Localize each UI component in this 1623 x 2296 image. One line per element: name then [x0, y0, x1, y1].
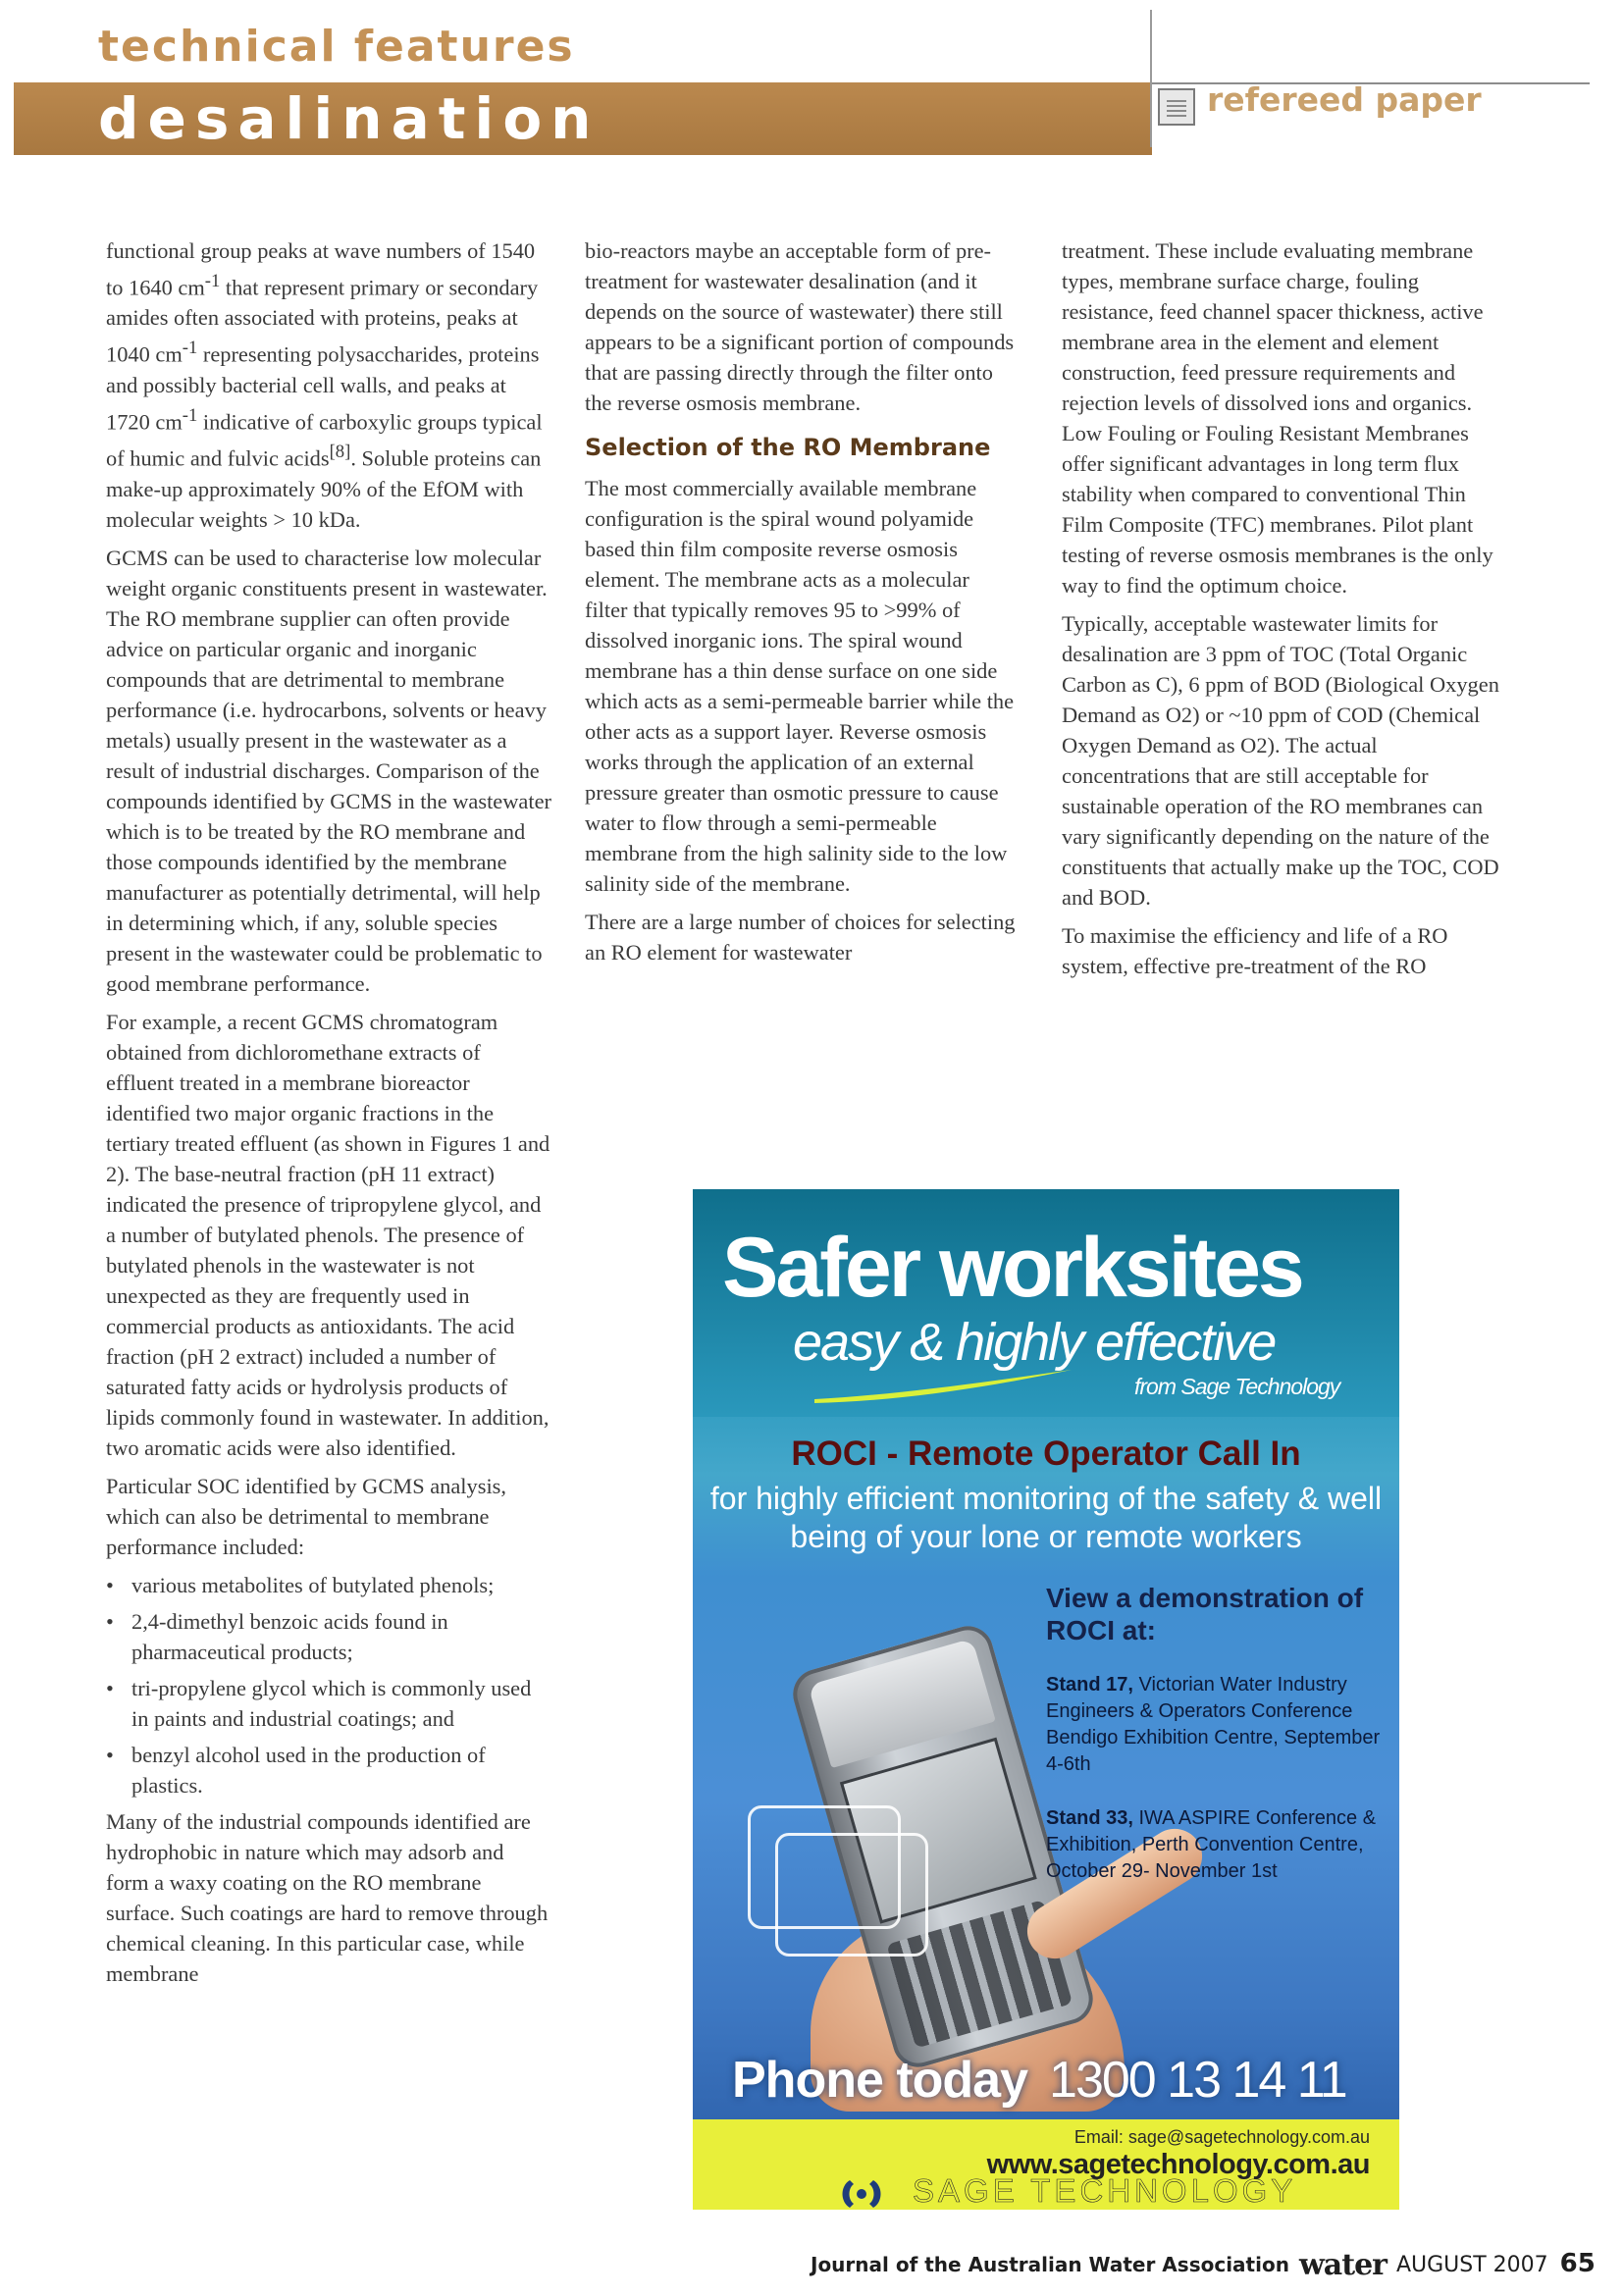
issue-date: AUGUST 2007	[1395, 2253, 1548, 2277]
subheading: Selection of the RO Membrane	[585, 434, 991, 461]
journal-logo: water	[1298, 2248, 1387, 2282]
paragraph: For example, a recent GCMS chromatogram obtained from dichloromethane extracts of effluent treated in a membrane bioreactor identified two major organic fractions in the tertiary treated effluent (as shown in Figures 1 and 2). The base-neutral fraction (pH 11 extract) indicated the presence of tripropylene glycol, and a number of butylated phenols. The presence of butylated phenols in the wastewater is not unexpected as they are frequently used in commercial products as antioxidants. The acid fraction (pH 2 extract) included a number of saturated fatty acids or hydrolysis products of lipids commonly found in wastewater. In addition, two aromatic acids were also identified.	[106, 1009, 550, 1460]
paragraph: Many of the industrial compounds identified are hydrophobic in nature which may adsorb and form a waxy coating on the RO membrane surface. Such coatings are hard to remove through chemical cleaning. In this particular case, while membrane	[106, 1808, 549, 1986]
ad-headline: Safer worksites	[722, 1221, 1302, 1315]
ad-from-line: from Sage Technology	[1134, 1374, 1340, 1399]
bullet-list	[106, 1570, 551, 1800]
journal-name: Journal of the Australian Water Association	[811, 2253, 1289, 2276]
refereed-badge: refereed paper	[1207, 80, 1482, 119]
paragraph: GCMS can be used to characterise low molecular weight organic constituents present in wastewater. The RO membrane supplier can often provide advice on particular organic and inorganic compounds that are detrimental to membrane performance (i.e. hydrocarbons, solvents or heavy metals) usually present in the wastewater as a result of industrial discharges. Comparison of the compounds identified by GCMS in the wastewater which is to be treated by the RO membrane and those compounds identified by the membrane manufacturer as potentially detrimental, will help in determining which, if any, soluble species present in the wastewater could be problematic to good membrane performance.	[106, 545, 551, 996]
ad-brand-name: SAGE TECHNOLOGY	[913, 2172, 1297, 2209]
paragraph: There are a large number of choices for selecting an RO element for wastewater	[585, 910, 1016, 965]
ad-email: Email: sage@sagetechnology.com.au	[1073, 2127, 1370, 2147]
list-item: • tri-propylene glycol which is commonly used in paints and industrial coatings; and	[106, 1673, 551, 1734]
text-column-1	[106, 235, 551, 1997]
paragraph: treatment. These include evaluating membrane types, membrane surface charge, fouling resistance, feed channel spacer thickness, active membrane area in the element and element construction, feed pressure requirements and rejection levels of dissolved ions and organics. Low Fouling or Fouling Resistant Membranes offer significant advantages in long term flux stability when compared to conventional Thin Film Composite (TFC) membranes. Pilot plant testing of reverse osmosis membranes is the only way to find the optimum choice.	[1062, 238, 1493, 598]
page-number: 65	[1559, 2249, 1596, 2278]
text-column-2	[585, 235, 1017, 975]
ad-event-2: Stand 33, IWA ASPIRE Conference & Exhibition, Perth Convention Centre, October 29- November 1st	[1046, 1807, 1377, 1882]
paragraph: bio-reactors maybe an acceptable form of pre-treatment for wastewater desalination (and it depends on the source of wastewater) there still appears to be a significant portion of compounds that are passing directly through the filter onto the reverse osmosis membrane.	[585, 238, 1015, 415]
paragraph: functional group peaks at wave numbers of 1540 to 1640 $cm^{-1}$ that represent primary or secondary amides often associated with proteins, peaks at 1040 $cm^{-1}$ representing polysaccharides, proteins and possibly bacterial cell walls, and peaks at 1720 $cm^{-1}$ indicative of carboxylic groups typical of humic and fulvic acids[8]. Soluble proteins can make-up approximately 90% of the EfOM with molecular weights > 10 kDa.	[106, 238, 543, 532]
advertisement	[693, 1189, 1399, 2210]
section-title: desalination	[98, 85, 601, 152]
paragraph: To maximise the efficiency and life of a RO system, effective pre-treatment of the RO	[1062, 923, 1448, 978]
paragraph: Particular SOC identified by GCMS analysis, which can also be detrimental to membrane performance included:	[106, 1473, 506, 1559]
text-column-3	[1062, 235, 1503, 989]
sage-logo-icon	[836, 2178, 887, 2210]
list-item: • 2,4-dimethyl benzoic acids found in pharmaceutical products;	[106, 1606, 551, 1667]
ad-demo-heading: View a demonstration of ROCI at:	[1046, 1583, 1364, 1645]
list-item: • various metabolites of butylated phenols;	[106, 1570, 551, 1600]
ad-product-name: ROCI - Remote Operator Call In	[791, 1435, 1301, 1473]
list-item: • benzyl alcohol used in the production of plastics.	[106, 1740, 551, 1800]
section-kicker: technical features	[98, 22, 575, 72]
ad-product-description: for highly efficient monitoring of the safety & well being of your lone or remote workers	[709, 1481, 1383, 1554]
page-footer	[811, 2245, 1596, 2282]
ad-website: www.sagetechnology.com.au	[986, 2149, 1370, 2180]
paragraph: The most commercially available membrane configuration is the spiral wound polyamide based thin film composite reverse osmosis element. The membrane acts as a molecular filter that typically removes 95 to >99% of dissolved inorganic ions. The spiral wound membrane has a thin dense surface on one side which acts as a semi-permeable barrier while the other acts as a support layer. Reverse osmosis works through the application of an external pressure greater than osmotic pressure to cause water to flow through a semi-permeable membrane from the high salinity side to the low salinity side of the membrane.	[585, 476, 1015, 896]
header-divider	[1150, 10, 1152, 147]
refereed-icon	[1158, 88, 1195, 126]
decorative-frame	[775, 1833, 928, 1957]
ad-tagline: easy & highly effective	[793, 1313, 1276, 1372]
ad-event-1: Stand 17, Victorian Water Industry Engineers & Operators Conference Bendigo Exhibition Centre, September 4-6th	[1046, 1674, 1381, 1775]
ad-phone-line: Phone today 1300 13 14 11	[732, 2052, 1346, 2109]
paragraph: Typically, acceptable wastewater limits for desalination are 3 ppm of TOC (Total Organic Carbon as C), 6 ppm of BOD (Biological Oxygen Demand as O2) or ~10 ppm of COD (Chemical Oxygen Demand as O2). The actual concentrations that are still acceptable for sustainable operation of the RO membranes can vary significantly depending on the nature of the constituents that actually make up the TOC, COD and BOD.	[1062, 611, 1499, 910]
swoosh-icon	[811, 1366, 1075, 1405]
